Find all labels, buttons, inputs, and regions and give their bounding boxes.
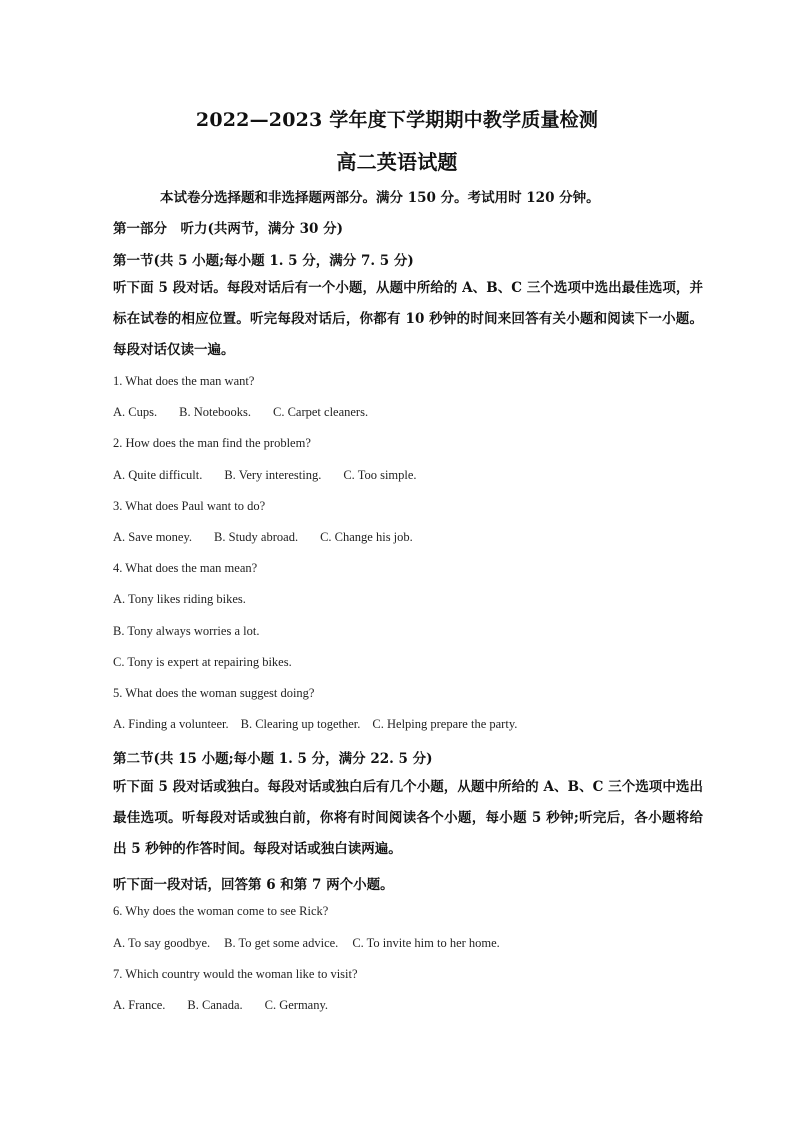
option-b: B. Clearing up together.	[240, 717, 361, 731]
question-2-options	[113, 468, 417, 483]
question-1-options	[113, 405, 368, 420]
exam-intro: 本试卷分选择题和非选择题两部分。满分 150 分。考试用时 120 分钟。	[160, 190, 600, 206]
question-4-option-c: C. Tony is expert at repairing bikes.	[113, 655, 292, 669]
option-c: C. Change his job.	[320, 530, 413, 544]
question-7: 7. Which country would the woman like to visit?	[113, 967, 358, 981]
option-c: C. Too simple.	[343, 468, 417, 482]
section1-instructions: 听下面 5 段对话。每段对话后有一个小题，从题中所给的 A、B、C 三个选项中选出最佳选项，并标在试卷的相应位置。听完每段对话后，你都有 10 秒钟的时间来回答有关小题和阅读下一小题。每段对话仅读一遍。	[113, 280, 703, 358]
question-5-options	[113, 717, 517, 732]
question-6: 6. Why does the woman come to see Rick?	[113, 904, 329, 918]
question-7-options	[113, 998, 328, 1013]
question-4-option-b: B. Tony always worries a lot.	[113, 624, 260, 638]
question-1: 1. What does the man want?	[113, 374, 255, 388]
option-a: A. To say goodbye.	[113, 936, 211, 950]
question-4: 4. What does the man mean?	[113, 561, 258, 575]
option-b: B. Canada.	[187, 998, 243, 1012]
question-6-options	[113, 936, 500, 951]
option-a: A. Quite difficult.	[113, 468, 203, 482]
option-c: C. To invite him to her home.	[352, 936, 500, 950]
option-c: C. Helping prepare the party.	[372, 717, 518, 731]
option-c: C. Germany.	[264, 998, 329, 1012]
option-c: C. Carpet cleaners.	[272, 405, 369, 419]
part1-heading: 第一部分 听力(共两节，满分 30 分)	[113, 221, 343, 237]
option-a: A. France.	[113, 998, 166, 1012]
option-b: B. Study abroad.	[214, 530, 299, 544]
section2-heading: 第二节(共 15 小题;每小题 1. 5 分，满分 22. 5 分)	[113, 751, 433, 767]
question-3: 3. What does Paul want to do?	[113, 499, 266, 513]
section2-instructions: 听下面 5 段对话或独白。每段对话或独白后有几个小题，从题中所给的 A、B、C 三个选项中选出最佳选项。听每段对话或独白前，你将有时间阅读各个小题，每小题 5 秒钟;听完后，各小题将给出 5 秒钟的作答时间。每段对话或独白读两遍。	[113, 779, 703, 857]
option-a: A. Finding a volunteer.	[113, 717, 229, 731]
question-5: 5. What does the woman suggest doing?	[113, 686, 315, 700]
question-3-options	[113, 530, 413, 545]
exam-title: 2022—2023 学年度下学期期中教学质量检测	[195, 109, 599, 131]
option-a: A. Save money.	[113, 530, 193, 544]
exam-subtitle: 高二英语试题	[336, 150, 458, 174]
question-4-option-a: A. Tony likes riding bikes.	[113, 592, 246, 606]
option-a: A. Cups.	[113, 405, 158, 419]
option-b: B. Notebooks.	[179, 405, 251, 419]
option-b: B. Very interesting.	[224, 468, 322, 482]
dialogue-intro: 听下面一段对话，回答第 6 和第 7 两个小题。	[113, 877, 394, 893]
option-b: B. To get some advice.	[224, 936, 339, 950]
section1-heading: 第一节(共 5 小题;每小题 1. 5 分，满分 7. 5 分)	[113, 253, 414, 269]
question-2: 2. How does the man find the problem?	[113, 436, 311, 450]
